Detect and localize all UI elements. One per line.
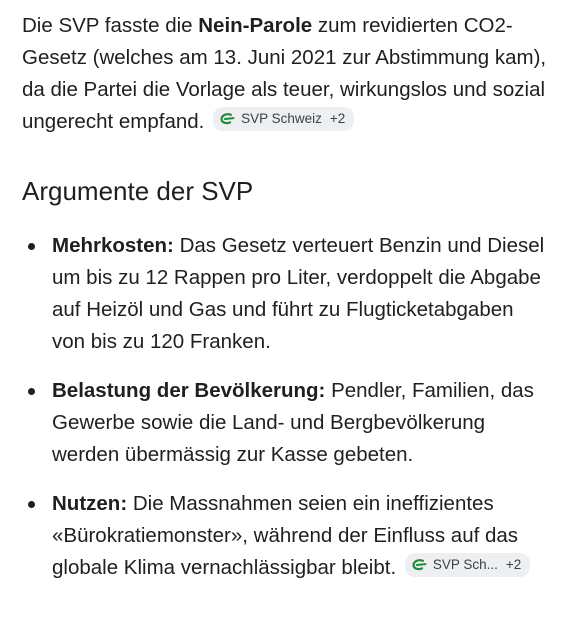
- section-heading: Argumente der SVP: [22, 176, 254, 206]
- arguments-list: [22, 230, 552, 584]
- bullet: [28, 243, 35, 250]
- bullet: [28, 388, 35, 395]
- list-item: [22, 488, 552, 584]
- intro-bold-phrase: Nein-Parole: [198, 14, 313, 37]
- intro-text-pre: Die SVP fasste die: [22, 14, 199, 37]
- intro-paragraph: [22, 10, 552, 138]
- bullet: [28, 501, 35, 508]
- argument-title: Mehrkosten:: [52, 234, 174, 257]
- answer-content: [22, 10, 552, 601]
- svp-logo-icon: [411, 558, 428, 572]
- argument-text: Die Massnahmen seien ein ineffizientes «Bürokratiemonster», während der Einfluss auf das globale Klima vernachlässigbar bleibt.: [52, 492, 519, 579]
- intro-text-post: zum revidierten CO2-Gesetz (welches am 13. Juni 2021 zur Abstimmung kam), da die Partei die Vorlage als teuer, wirkungslos und sozial ungerecht empfand.: [22, 14, 547, 133]
- argument-title: Nutzen:: [52, 492, 128, 515]
- source-chip-label: SVP Sch...: [432, 557, 498, 572]
- source-chip-intro[interactable]: [213, 107, 354, 131]
- argument-text: Das Gesetz verteuert Benzin und Diesel um bis zu 12 Rappen pro Liter, verdoppelt die Abgabe auf Heizöl und Gas und führt zu Flugticketabgaben von bis zu 120 Franken.: [52, 234, 545, 353]
- argument-text: Pendler, Familien, das Gewerbe sowie die Land- und Bergbevölkerung werden übermässig zur Kasse gebeten.: [52, 379, 534, 466]
- list-item: [22, 230, 552, 358]
- list-item: [22, 375, 552, 471]
- source-chip-count: +2: [505, 557, 522, 572]
- source-chip-label: SVP Schweiz: [241, 111, 322, 126]
- argument-title: Belastung der Bevölkerung:: [52, 379, 326, 402]
- source-chip-nutzen[interactable]: [405, 553, 530, 577]
- svp-logo-icon: [219, 112, 236, 126]
- source-chip-count: +2: [329, 111, 346, 126]
